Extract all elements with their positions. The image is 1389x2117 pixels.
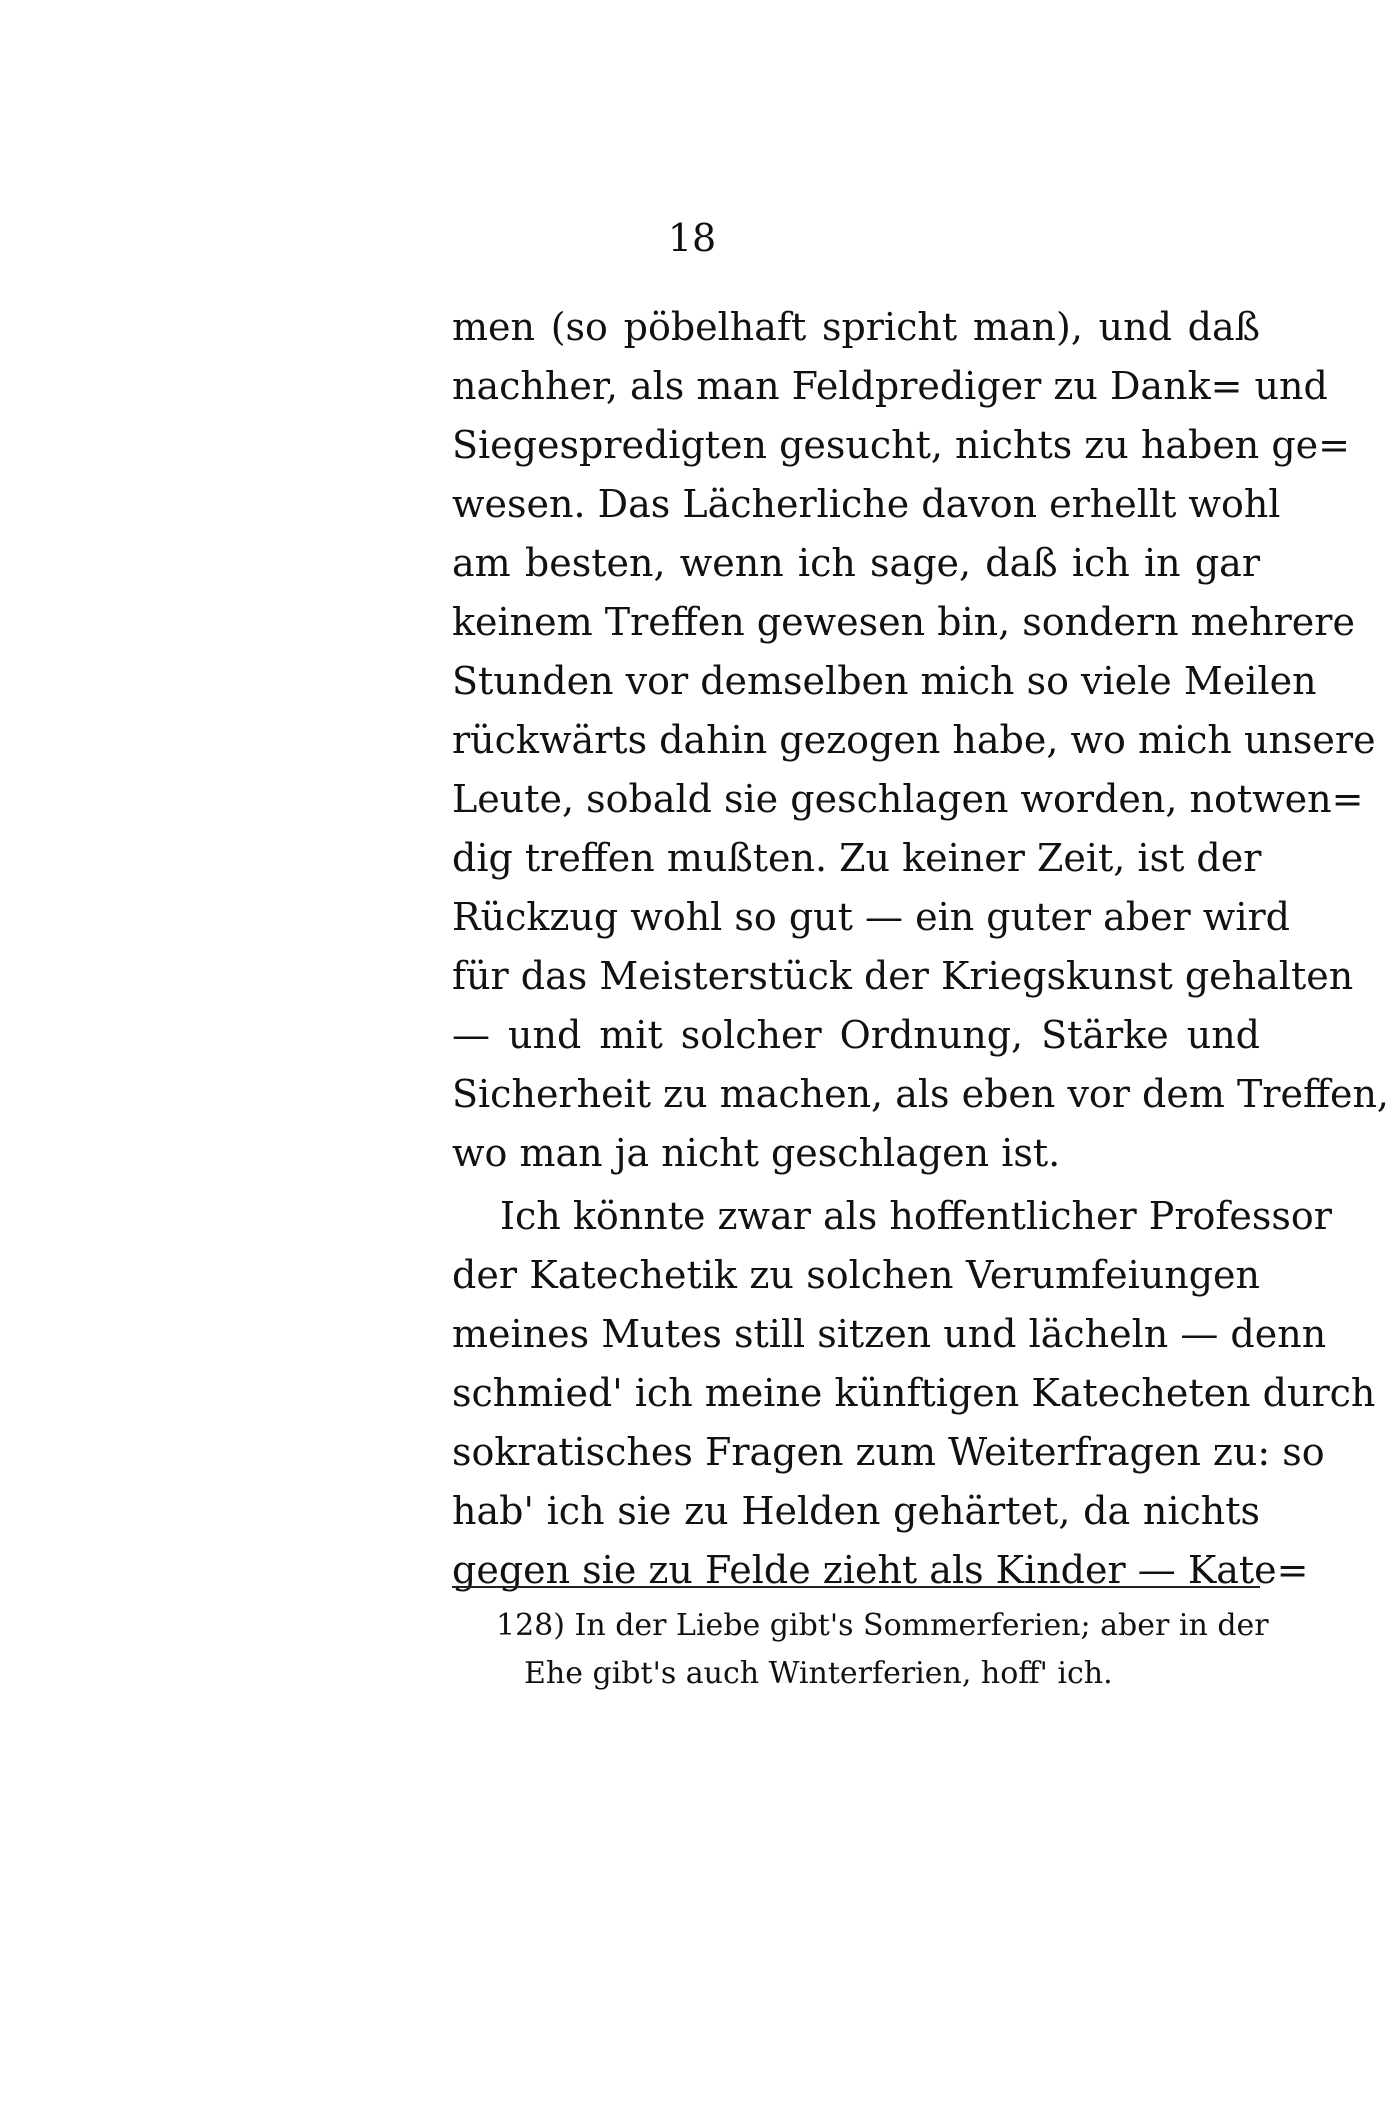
footnote-line: Ehe gibt's auch Winterferien, hoff' ich. [524,1656,1113,1691]
text-line: der Katechetik zu solchen Verumfeiungen [452,1253,1260,1297]
text-line: schmied' ich meine künftigen Katecheten durch [452,1371,1376,1415]
text-line: nachher, als man Feldprediger zu Dank= und [452,364,1328,408]
footnote [452,1602,1269,1698]
text-line: wesen. Das Lächerliche davon erhellt wohl [452,482,1281,526]
paragraph-1 [452,298,1389,1183]
text-line: für das Meisterstück der Kriegskunst gehalten [452,954,1354,998]
body-text [452,298,1389,1600]
text-line: dig treffen mußten. Zu keiner Zeit, ist der [452,836,1262,880]
text-line: Siegespredigten gesucht, nichts zu haben ge= [452,423,1351,467]
text-line: am besten, wenn ich sage, daß ich in gar [452,541,1260,585]
footnote-rule [452,1586,1260,1588]
text-line: men (so pöbelhaft spricht man), und daß [452,305,1260,349]
text-line: meines Mutes still sitzen und lächeln — denn [452,1312,1327,1356]
text-line: Stunden vor demselben mich so viele Meilen [452,659,1317,703]
text-line: Rückzug wohl so gut — ein guter aber wird [452,895,1290,939]
text-line: Leute, sobald sie geschlagen worden, notwen= [452,777,1364,821]
text-line: Ich könnte zwar als hoffentlicher Professor [500,1194,1332,1238]
text-line: — und mit solcher Ordnung, Stärke und [452,1013,1260,1057]
text-line: sokratisches Fragen zum Weiterfragen zu: so [452,1430,1325,1474]
page-number: 18 [667,216,717,260]
paragraph-2 [452,1187,1376,1600]
text-line: wo man ja nicht geschlagen ist. [452,1131,1061,1175]
text-line: Sicherheit zu machen, als eben vor dem Treffen, [452,1072,1389,1116]
text-line: gegen sie zu Felde zieht als Kinder — Kate= [452,1548,1309,1592]
text-line: keinem Treffen gewesen bin, sondern mehrere [452,600,1355,644]
footnote-line: 128) In der Liebe gibt's Sommerferien; aber in der [496,1608,1269,1643]
text-line: rückwärts dahin gezogen habe, wo mich unsere [452,718,1376,762]
text-line: hab' ich sie zu Helden gehärtet, da nichts [452,1489,1260,1533]
